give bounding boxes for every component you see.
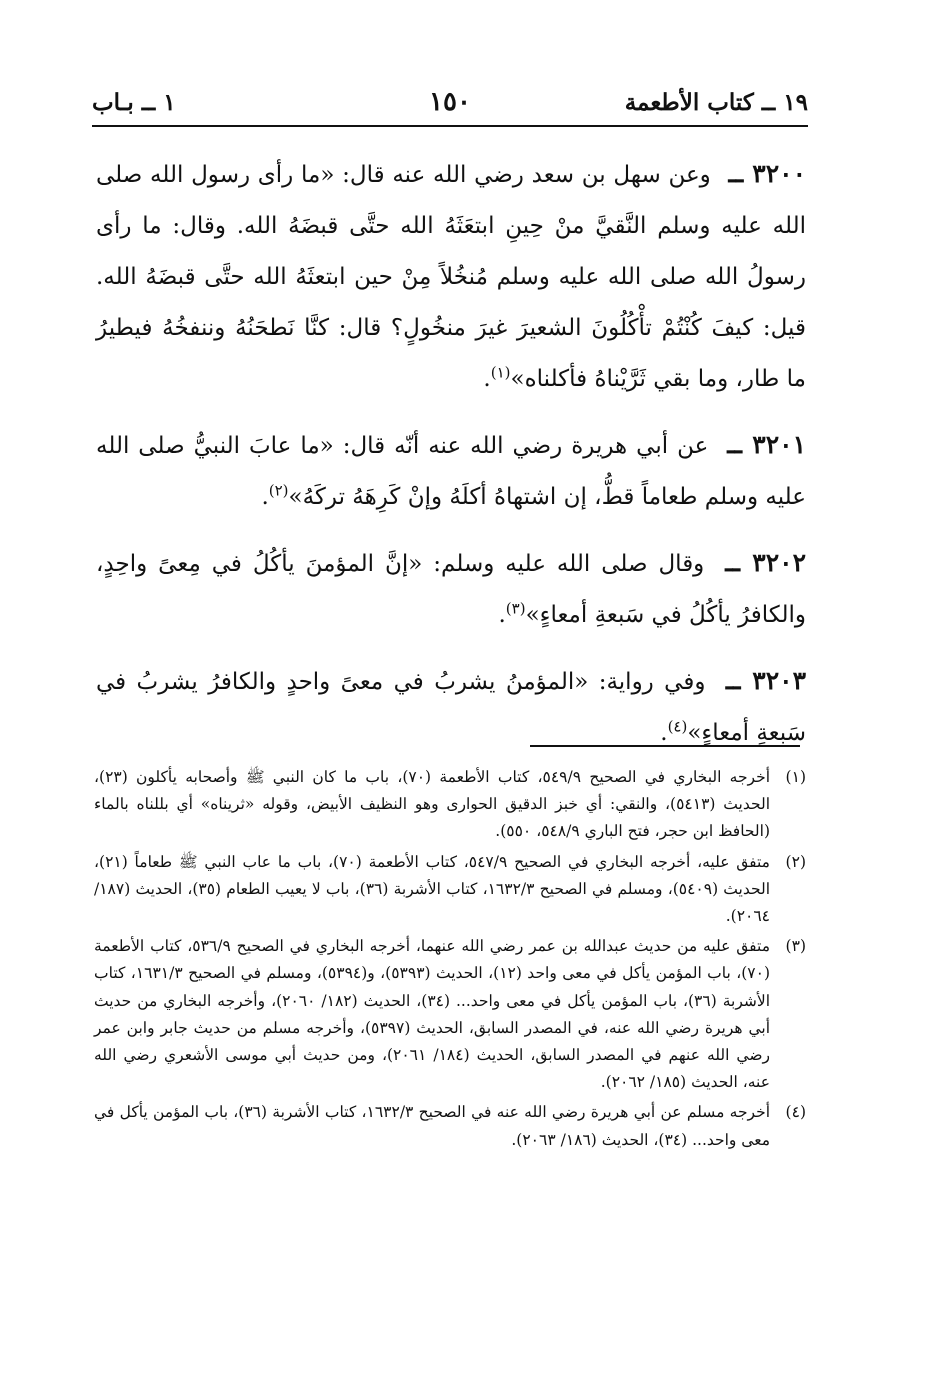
hadith-number: ٣٢٠٣ ــ (725, 666, 806, 695)
section-title: ١ ــ بـاب (92, 88, 176, 116)
hadith-3202: ٣٢٠٢ ــ وقال صلى الله عليه وسلم: «إنَّ المؤمنَ يأكُلُ في مِعىً واحِدٍ، والكافرُ يأكُلُ في سَبعةِ أمعاءٍ»$^{(٣)}$. (96, 548, 806, 628)
hadith-text: عن أبي هريرة رضي الله عنه أنّه قال: «ما عابَ النبيُّ صلى الله عليه وسلم طعاماً قطُّ، إن اشتهاهُ أكلَهُ وإنْ كَرِهَهُ تركَهُ» (96, 433, 806, 510)
hadith-3201: ٣٢٠١ ــ عن أبي هريرة رضي الله عنه أنّه قال: «ما عابَ النبيُّ صلى الله عليه وسلم طعاماً قطُّ، إن اشتهاهُ أكلَهُ وإنْ كَرِهَهُ تركَهُ»$^{(٢)}$. (96, 430, 807, 510)
footnote-number: (٤) (785, 1103, 806, 1122)
running-header (92, 82, 808, 122)
footnote-4 (94, 1099, 806, 1153)
footnote-text: متفق عليه، أخرجه البخاري في الصحيح ٥٤٧/٩، كتاب الأطعمة (٧٠)، باب ما عاب النبي ﷺ طعاماً (٢١)، الحديث (٥٤٠٩)، ومسلم في الصحيح ١٦٣٢/٣، كتاب الأشربة (٣٦)، باب لا يعيب الطعام (٣٥)، الحديث (١٨٧/ ٢٠٦٤). (94, 852, 771, 926)
footnotes (94, 764, 806, 1157)
chapter-title: ١٩ ــ كتاب الأطعمة (624, 88, 808, 116)
hadith-3203: ٣٢٠٣ ــ وفي رواية: «المؤمنُ يشربُ في معىً واحدٍ والكافرُ يشربُ في سَبعةِ أمعاءٍ»$^{(٤)}$. (96, 666, 806, 746)
hadith-number: ٣٢٠٠ ــ (728, 159, 806, 188)
hadith-number: ٣٢٠٢ ــ (725, 548, 806, 577)
hadith-list (96, 148, 806, 773)
footnote-text: أخرجه مسلم عن أبي هريرة رضي الله عنه في الصحيح ١٦٣٢/٣، كتاب الأشربة (٣٦)، باب المؤمن يأكل في معى واحد... (٣٤)، الحديث (١٨٦/ ٢٠٦٣). (94, 1103, 770, 1149)
page-number: ١٥٠ (429, 87, 471, 117)
footnote-ref[interactable]: (٢) (268, 481, 289, 500)
hadith-text: وعن سهل بن سعد رضي الله عنه قال: «ما رأى رسول الله صلى الله عليه وسلم النَّقيَّ منْ حِينِ ابتعَثَهُ الله حتَّى قبضَهُ الله. وقال: ما رأى رسولُ الله صلى الله عليه وسلم مُنخُلاً مِنْ حين ابتعثَهُ الله حتَّى قبضَهُ الله. قيل: كيفَ كُنْتُمْ تأْكُلُونَ الشعيرَ غيرَ منخُولٍ؟ قال: كنَّا نَطحَنُهُ وننفخُهُ فيطيرُ ما طار، وما بقي ثَرَّيْناهُ فأكلناه» (96, 162, 806, 392)
footnote-ref[interactable]: (٣) (505, 599, 526, 618)
hadith-3200: ٣٢٠٠ ــ وعن سهل بن سعد رضي الله عنه قال: «ما رأى رسول الله صلى الله عليه وسلم النَّقيَّ منْ حِينِ ابتعَثَهُ الله حتَّى قبضَهُ الله. وقال: ما رأى رسولُ الله صلى الله عليه وسلم مُنخُلاً مِنْ حين ابتعثَهُ الله حتَّى قبضَهُ الله. قيل: كيفَ كُنْتُمْ تأْكُلُونَ الشعيرَ غيرَ منخُولٍ؟ قال: كنَّا نَطحَنُهُ وننفخُهُ فيطيرُ ما طار، وما بقي ثَرَّيْناهُ فأكلناه»$^{(١)}$. (96, 159, 806, 392)
footnote-2 (94, 849, 806, 931)
footnote-number: (١) (785, 768, 806, 786)
footnote-separator (530, 745, 800, 747)
footnote-text: أخرجه البخاري في الصحيح ٥٤٩/٩، كتاب الأطعمة (٧٠)، باب ما كان النبي ﷺ وأصحابه يأكلون (٢٣)، الحديث (٥٤١٣)، والنقي: أي خبز الدقيق الحوارى وهو النظيف الأبيض، وقوله «ثريناه» أي بللناه بالماء (الحافظ ابن حجر، فتح الباري ٥٤٨/٩، ٥٥٠). (94, 768, 770, 841)
footnote-number: (٢) (785, 852, 806, 871)
footnote-text: متفق عليه من حديث عبدالله بن عمر رضي الله عنهما، أخرجه البخاري في الصحيح ٥٣٦/٩، كتاب الأطعمة (٧٠)، باب المؤمن يأكل في معى واحد (١٢)، الحديث (٥٣٩٣)، و(٥٣٩٤)، ومسلم في الصحيح ١٦٣١/٣، كتاب الأشربة (٣٦)، باب المؤمن يأكل في معى واحد... (٣٤)، الحديث (١٨٢/ ٢٠٦٠)، وأخرجه البخاري من حديث أبي هريرة رضي الله عنه، في المصدر السابق، الحديث (٥٣٩٧)، وأخرجه مسلم من حديث جابر وابن عمر رضي الله عنهم في المصدر السابق، الحديث (١٨٤/ ٢٠٦١)، ومن حديث أبي موسى الأشعري رضي الله عنه، الحديث (١٨٥/ ٢٠٦٢). (94, 937, 771, 1092)
footnote-1 (94, 764, 806, 846)
footnote-3 (94, 933, 806, 1096)
footnote-ref[interactable]: (١) (490, 363, 511, 382)
footnote-number: (٣) (785, 937, 806, 956)
header-rule (92, 125, 808, 127)
hadith-text: وقال صلى الله عليه وسلم: «إنَّ المؤمنَ يأكُلُ في مِعىً واحِدٍ، والكافرُ يأكُلُ في سَبعةِ أمعاءٍ» (96, 551, 806, 628)
hadith-number: ٣٢٠١ ــ (727, 430, 807, 459)
hadith-text: وفي رواية: «المؤمنُ يشربُ في معىً واحدٍ والكافرُ يشربُ في سَبعةِ أمعاءٍ» (96, 669, 806, 746)
footnote-ref[interactable]: (٤) (667, 717, 688, 736)
